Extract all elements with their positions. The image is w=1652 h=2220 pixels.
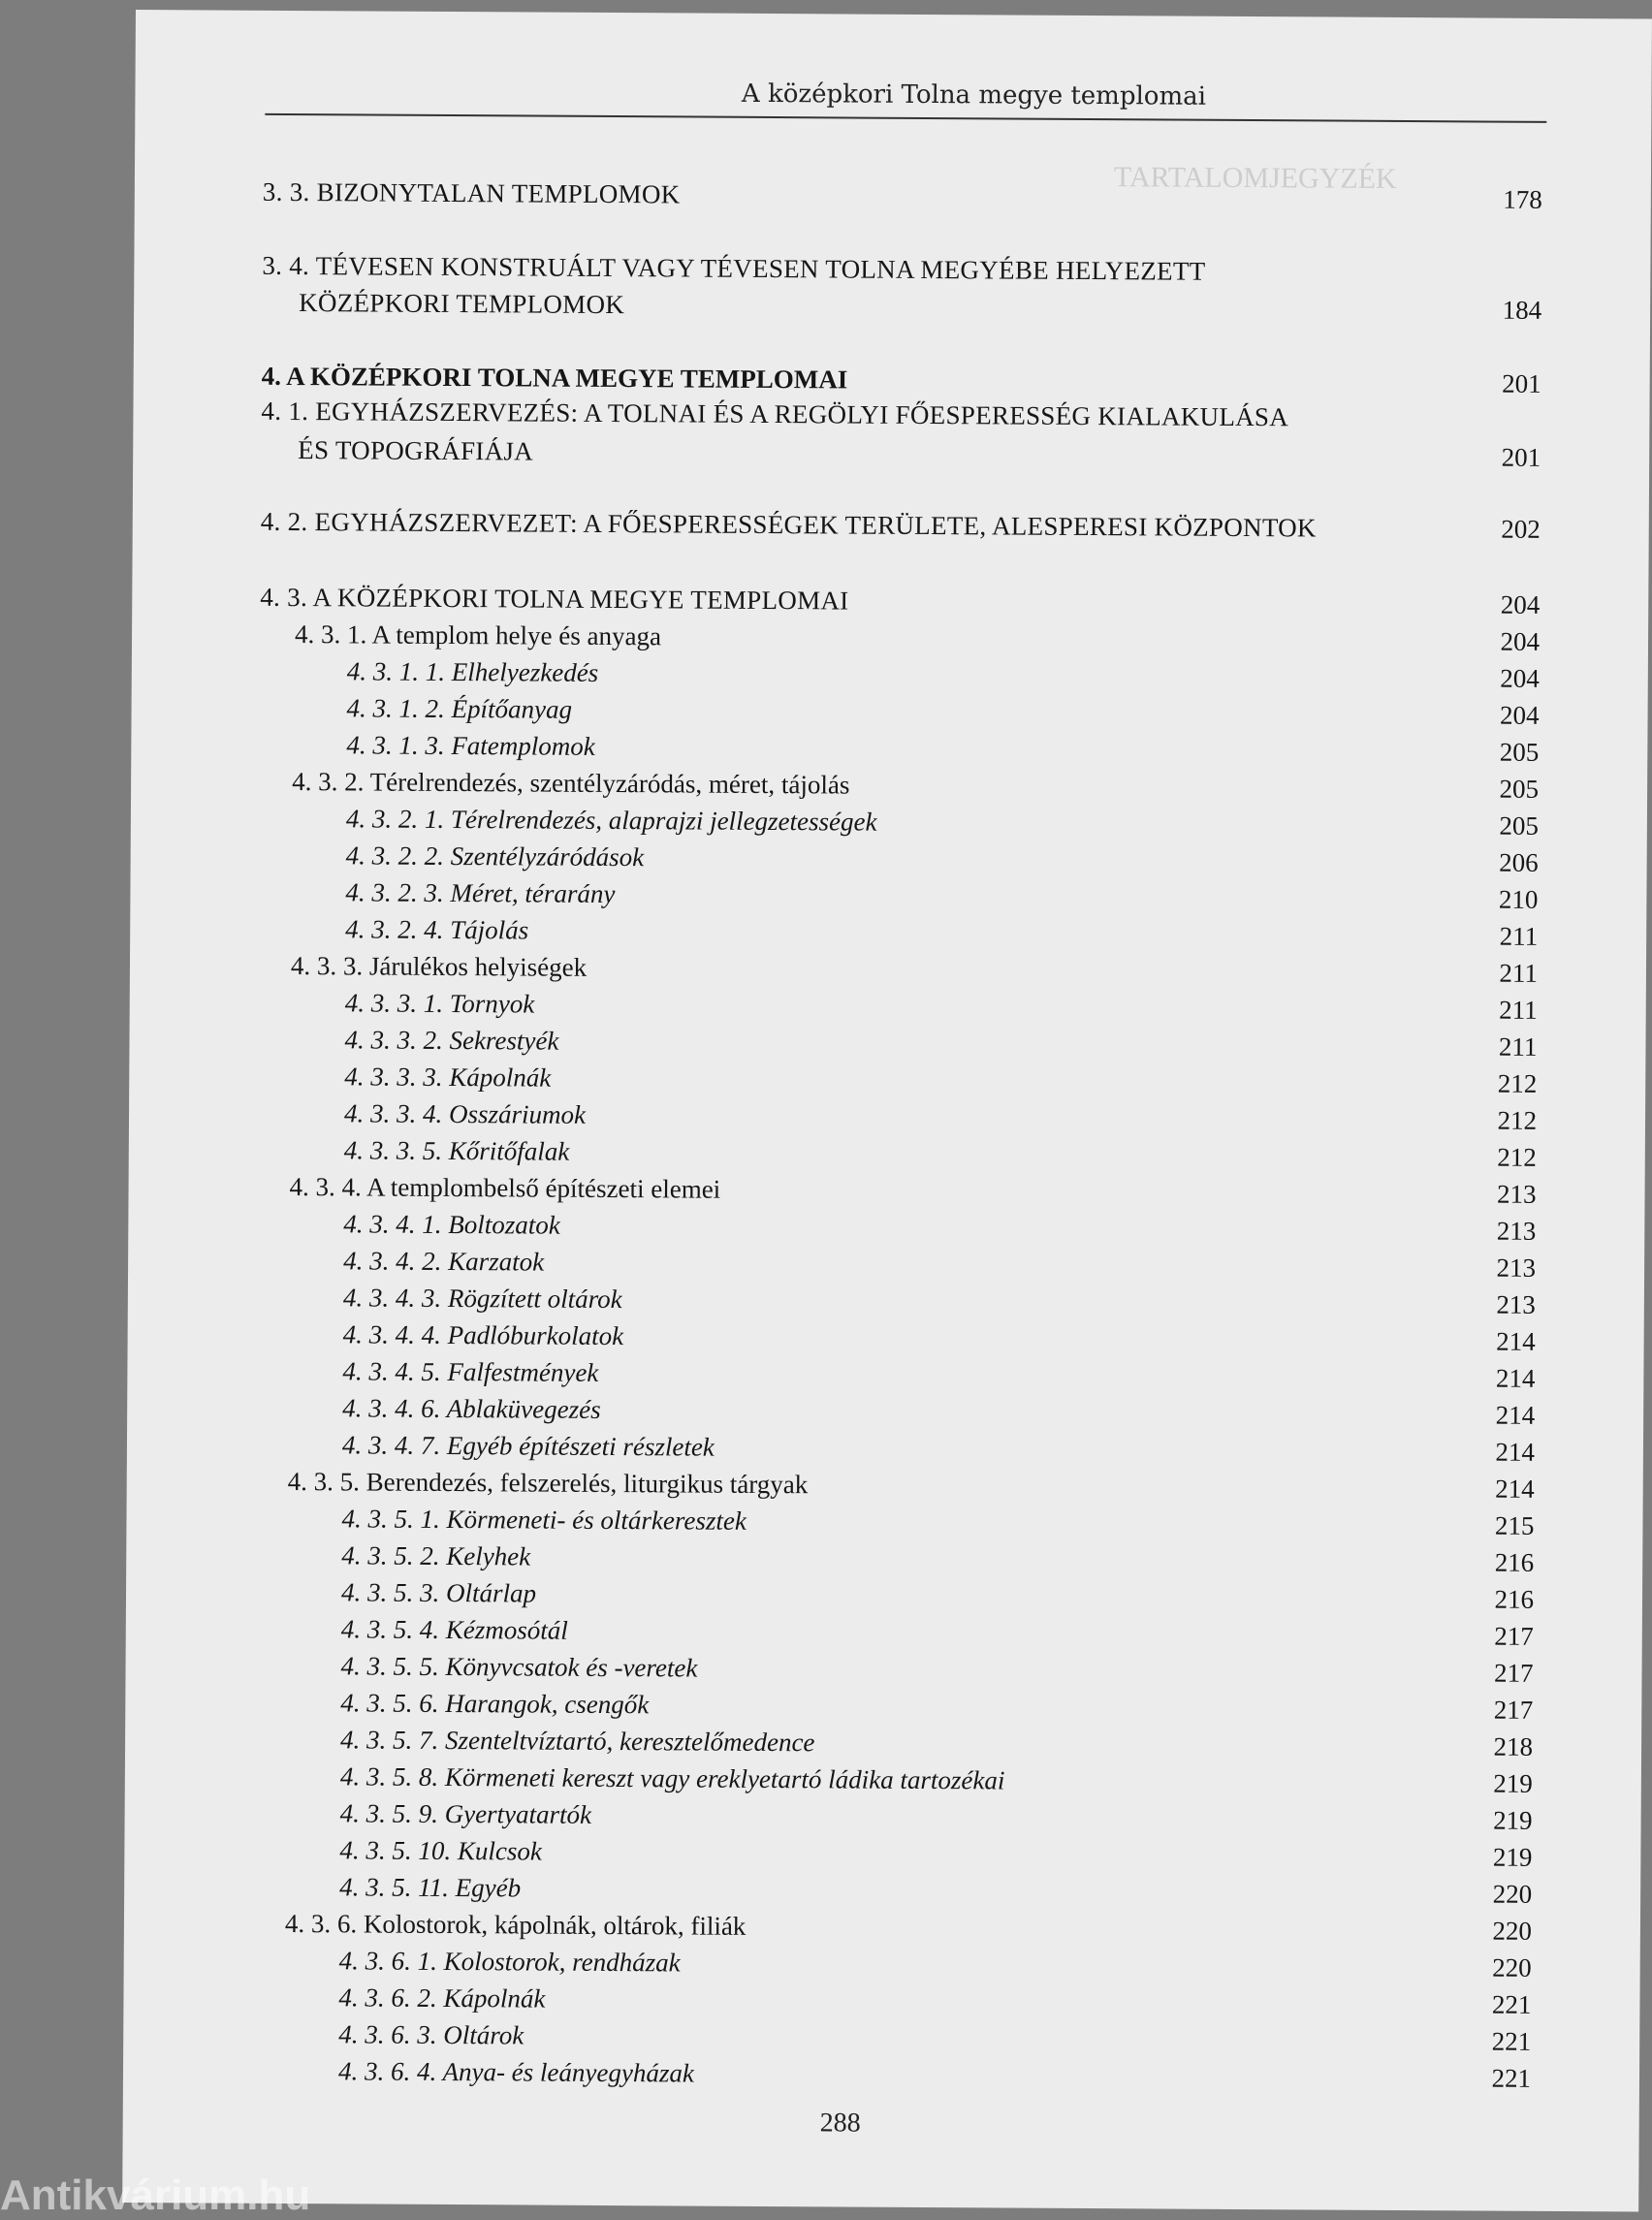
toc-page-number: 221: [1491, 2026, 1532, 2056]
toc-entry: 4. 3. 2. 2. Szentélyzáródások: [345, 840, 645, 872]
toc-page-number: 221: [1491, 2063, 1532, 2093]
toc-entry: KÖZÉPKORI TEMPLOMOK: [299, 288, 625, 320]
toc-entry: 4. 3. 4. A templombelső építészeti elemei: [289, 1171, 721, 1204]
toc-page-number: 220: [1492, 1952, 1532, 1982]
toc-entry: 4. 3. 1. 1. Elhelyezkedés: [346, 656, 599, 687]
toc-entry: 4. 3. 3. 3. Kápolnák: [344, 1062, 552, 1093]
toc-entry: 4. 3. 1. 3. Fatemplomok: [346, 730, 595, 761]
toc-entry: 4. 3. 6. 4. Anya- és leányegyházak: [337, 2056, 695, 2088]
toc-entry: 4. 2. EGYHÁZSZERVEZET: A FŐESPERESSÉGEK TERÜLETE, ALESPERESI KÖZPONTOK: [260, 506, 1317, 543]
toc-page-number: 218: [1493, 1731, 1534, 1761]
toc-page-number: 213: [1496, 1253, 1537, 1283]
toc-page-number: 204: [1500, 663, 1540, 693]
toc-entry: ÉS TOPOGRÁFIÁJA: [298, 435, 534, 466]
toc-page-number: 219: [1492, 1842, 1533, 1872]
toc-entry: 4. 3. 1. A templom helye és anyaga: [294, 619, 662, 651]
toc-page-number: 205: [1499, 737, 1540, 767]
toc-page-number: 213: [1496, 1289, 1536, 1319]
toc-entry: 4. 3. 2. 3. Méret, térarány: [345, 877, 616, 909]
toc-page-number: 211: [1498, 1031, 1538, 1062]
toc-entry: 4. 3. 2. 1. Térelrendezés, alaprajzi jellegzetességek: [345, 804, 877, 837]
toc-entry: 4. 3. 5. 3. Oltárlap: [340, 1577, 537, 1608]
toc-entry: 4. 3. 5. 7. Szenteltvíztartó, keresztelőmedence: [340, 1725, 815, 1758]
toc-entry: 4. 3. 5. 10. Kulcsok: [339, 1835, 542, 1866]
toc-page-number: 213: [1496, 1216, 1537, 1246]
toc-page-number: 220: [1492, 1879, 1533, 1909]
toc-entry: 3. 3. BIZONYTALAN TEMPLOMOK: [262, 176, 681, 209]
toc-entry: 4. 3. 5. 2. Kelyhek: [341, 1540, 531, 1571]
toc-entry: 4. 3. 4. 7. Egyéb építészeti részletek: [341, 1430, 715, 1462]
toc-entry: 4. 3. 4. 2. Karzatok: [343, 1246, 545, 1277]
toc-entry: 4. 3. 4. 3. Rögzített oltárok: [342, 1283, 622, 1315]
toc-page-number: 204: [1499, 700, 1540, 730]
toc-entry: 4. 3. 6. 1. Kolostorok, rendházak: [338, 1946, 681, 1978]
toc-entry: 4. 3. 6. 2. Kápolnák: [338, 1982, 546, 2014]
toc-page-number: 206: [1499, 847, 1539, 877]
toc-entry: 4. 1. EGYHÁZSZERVEZÉS: A TOLNAI ÉS A REGÖLYI FŐESPERESSÉG KIALAKULÁSA: [261, 396, 1289, 432]
toc-page-number: 205: [1499, 810, 1539, 840]
toc-page-number: 214: [1495, 1400, 1536, 1430]
toc-entry: 4. 3. 5. Berendezés, felszerelés, liturgikus tárgyak: [287, 1466, 809, 1500]
toc-entry: 4. 3. 5. 11. Egyéb: [339, 1872, 522, 1903]
toc-page-number: 219: [1493, 1768, 1533, 1798]
toc-entry: 4. 3. 4. 1. Boltozatok: [343, 1209, 560, 1240]
toc-page-number: 212: [1497, 1068, 1538, 1098]
toc-page-number: 221: [1491, 1989, 1532, 2019]
page-number: 288: [819, 2108, 861, 2139]
toc-entry: 3. 4. TÉVESEN KONSTRUÁLT VAGY TÉVESEN TOLNA MEGYÉBE HELYEZETT: [262, 250, 1206, 286]
toc-page-number: 220: [1492, 1916, 1533, 1946]
toc-page-number: 214: [1495, 1474, 1535, 1504]
toc-page-number: 184: [1502, 295, 1542, 325]
toc-entry: 4. 3. 1. 2. Építőanyag: [346, 693, 573, 724]
toc-page-number: 212: [1497, 1105, 1538, 1135]
toc-page-number: 201: [1502, 368, 1541, 398]
toc-page-number: 217: [1493, 1695, 1534, 1725]
toc-page-number: 211: [1499, 921, 1539, 951]
toc-entry: 4. 3. 5. 8. Körmeneti kereszt vagy ereklyetartó ládika tartozékai: [339, 1761, 1005, 1795]
toc-page-number: 212: [1497, 1142, 1537, 1172]
toc-entry: 4. 3. 5. 5. Könyvcsatok és -veretek: [340, 1651, 698, 1683]
toc-entry: 4. 3. 3. 2. Sekrestyék: [344, 1025, 559, 1056]
watermark: Antikvárium.hu: [0, 2172, 311, 2219]
toc-page-number: 216: [1494, 1547, 1535, 1577]
toc-entry: 4. A KÖZÉPKORI TOLNA MEGYE TEMPLOMAI: [261, 361, 848, 395]
toc-entry: 4. 3. 6. 3. Oltárok: [338, 2019, 524, 2050]
toc-page-number: 204: [1500, 626, 1541, 656]
bleed-through-text: TARTALOMJEGYZÉK: [1113, 161, 1397, 195]
toc-page-number: 216: [1494, 1584, 1535, 1614]
toc-page-number: 217: [1493, 1658, 1534, 1688]
book-page: [122, 10, 1652, 2212]
toc-entry: 4. 3. 3. Járulékos helyiségek: [290, 950, 588, 982]
toc-page-number: 214: [1495, 1363, 1536, 1393]
toc-entry: 4. 3. 2. 4. Tájolás: [345, 914, 529, 945]
toc-entry: 4. 3. A KÖZÉPKORI TOLNA MEGYE TEMPLOMAI: [260, 582, 849, 616]
toc-entry: 4. 3. 3. 5. Kőritőfalak: [343, 1135, 570, 1166]
toc-page-number: 213: [1496, 1179, 1537, 1209]
toc-page-number: 178: [1503, 184, 1542, 214]
toc-entry: 4. 3. 3. 1. Tornyok: [344, 988, 535, 1019]
toc-page-number: 202: [1501, 514, 1541, 544]
toc-page-number: 201: [1501, 442, 1541, 472]
toc-entry: 4. 3. 6. Kolostorok, kápolnák, oltárok, filiák: [284, 1908, 747, 1941]
toc-entry: 4. 3. 4. 4. Padlóburkolatok: [342, 1319, 624, 1351]
toc-entry: 4. 3. 3. 4. Osszáriumok: [343, 1098, 587, 1129]
toc-page-number: 214: [1496, 1326, 1536, 1356]
running-head: A középkori Tolna megye templomai: [741, 79, 1207, 111]
toc-page-number: 215: [1494, 1510, 1535, 1540]
toc-entry: 4. 3. 5. 9. Gyertyatartók: [339, 1798, 592, 1829]
toc-entry: 4. 3. 2. Térelrendezés, szentélyzáródás, méret, tájolás: [292, 766, 850, 800]
toc-page-number: 211: [1499, 958, 1539, 988]
toc-page-number: 214: [1495, 1437, 1536, 1467]
toc-page-number: 210: [1498, 884, 1539, 914]
toc-entry: 4. 3. 4. 6. Ablaküvegezés: [342, 1393, 601, 1424]
toc-page-number: 211: [1499, 995, 1538, 1025]
toc-entry: 4. 3. 5. 1. Körmeneti- és oltárkeresztek: [341, 1504, 747, 1536]
toc-page-number: 205: [1499, 774, 1540, 804]
toc-page-number: 217: [1494, 1621, 1534, 1651]
toc-entry: 4. 3. 5. 4. Kézmosótál: [340, 1614, 568, 1645]
toc-entry: 4. 3. 4. 5. Falfestmények: [342, 1356, 599, 1387]
header-rule: [265, 113, 1546, 123]
toc-page-number: 219: [1493, 1805, 1533, 1835]
toc-entry: 4. 3. 5. 6. Harangok, csengők: [340, 1688, 650, 1720]
toc-page-number: 204: [1500, 589, 1541, 619]
